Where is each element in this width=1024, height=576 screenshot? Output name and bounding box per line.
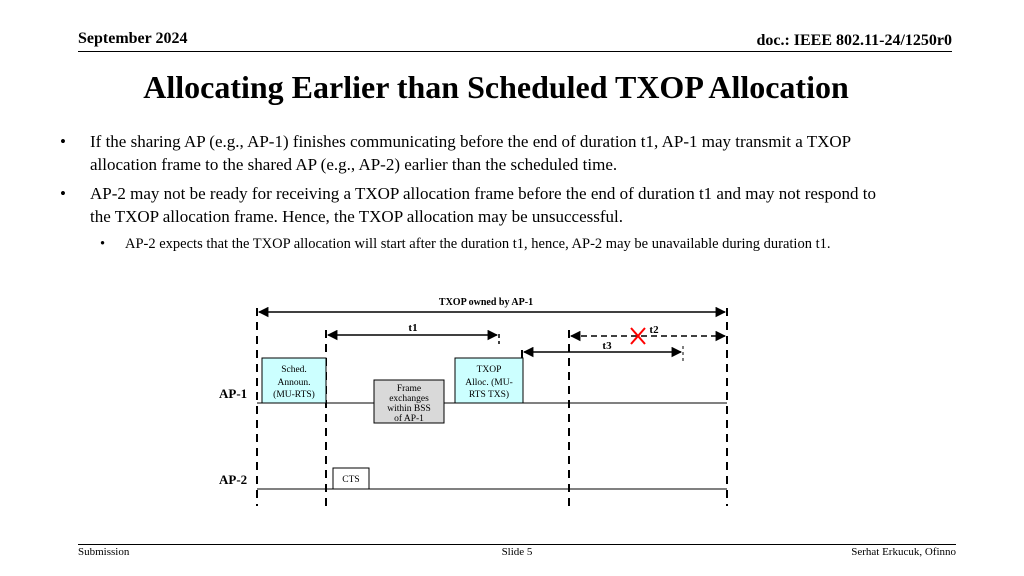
bullet-text: If the sharing AP (e.g., AP-1) finishes communicating before the end of duration t1, AP-1 may transmit a TXOP allocation frame to the shared AP (e.g., AP-2) earlier than the scheduled time. — [90, 132, 851, 174]
footer-author: Serhat Erkucuk, Ofinno — [851, 546, 956, 558]
footer-slide-number: Slide 5 — [501, 546, 533, 558]
ap2-label: AP-2 — [219, 472, 248, 487]
txop-alloc-line3: RTS TXS) — [468, 390, 510, 400]
sub-bullet-text: AP-2 expects that the TXOP allocation will start after the duration t1, hence, AP-2 may be unavailable during duration t1. — [125, 236, 831, 252]
bullet-dot: • — [60, 132, 66, 151]
frame-exchanges-line1: Frame — [396, 384, 422, 394]
header-date: September 2024 — [78, 30, 188, 47]
slide-title: Allocating Earlier than Scheduled TXOP Allocation — [143, 69, 849, 105]
frame-exchanges-line4: of AP-1 — [394, 414, 424, 424]
footer-submission: Submission — [78, 546, 130, 558]
t3-label: t3 — [602, 340, 612, 352]
bullet-dot: • — [60, 184, 66, 203]
txop-alloc-line1: TXOP — [476, 365, 502, 375]
sched-announce-line3: (MU-RTS) — [273, 390, 315, 400]
t1-label: t1 — [408, 322, 418, 334]
txop-alloc-line2: Alloc. (MU- — [465, 378, 513, 388]
sched-announce-line2: Announ. — [277, 378, 311, 388]
t2-label: t2 — [649, 324, 659, 336]
sched-announce-line1: Sched. — [281, 365, 307, 375]
ap1-label: AP-1 — [219, 386, 248, 401]
cts-label: CTS — [342, 475, 360, 485]
bullet-text: AP-2 may not be ready for receiving a TXOP allocation frame before the end of duration t1 and may not respond to the TXOP allocation frame. Hence, the TXOP allocation may be unsuccessful. — [90, 184, 877, 226]
footer-divider — [78, 544, 956, 545]
header-doc-id: doc.: IEEE 802.11-24/1250r0 — [756, 32, 952, 49]
txop-label: TXOP owned by AP-1 — [438, 297, 534, 308]
frame-exchanges-line2: exchanges — [389, 394, 429, 404]
frame-exchanges-line3: within BSS — [387, 404, 431, 414]
bullet-dot: • — [100, 236, 106, 252]
